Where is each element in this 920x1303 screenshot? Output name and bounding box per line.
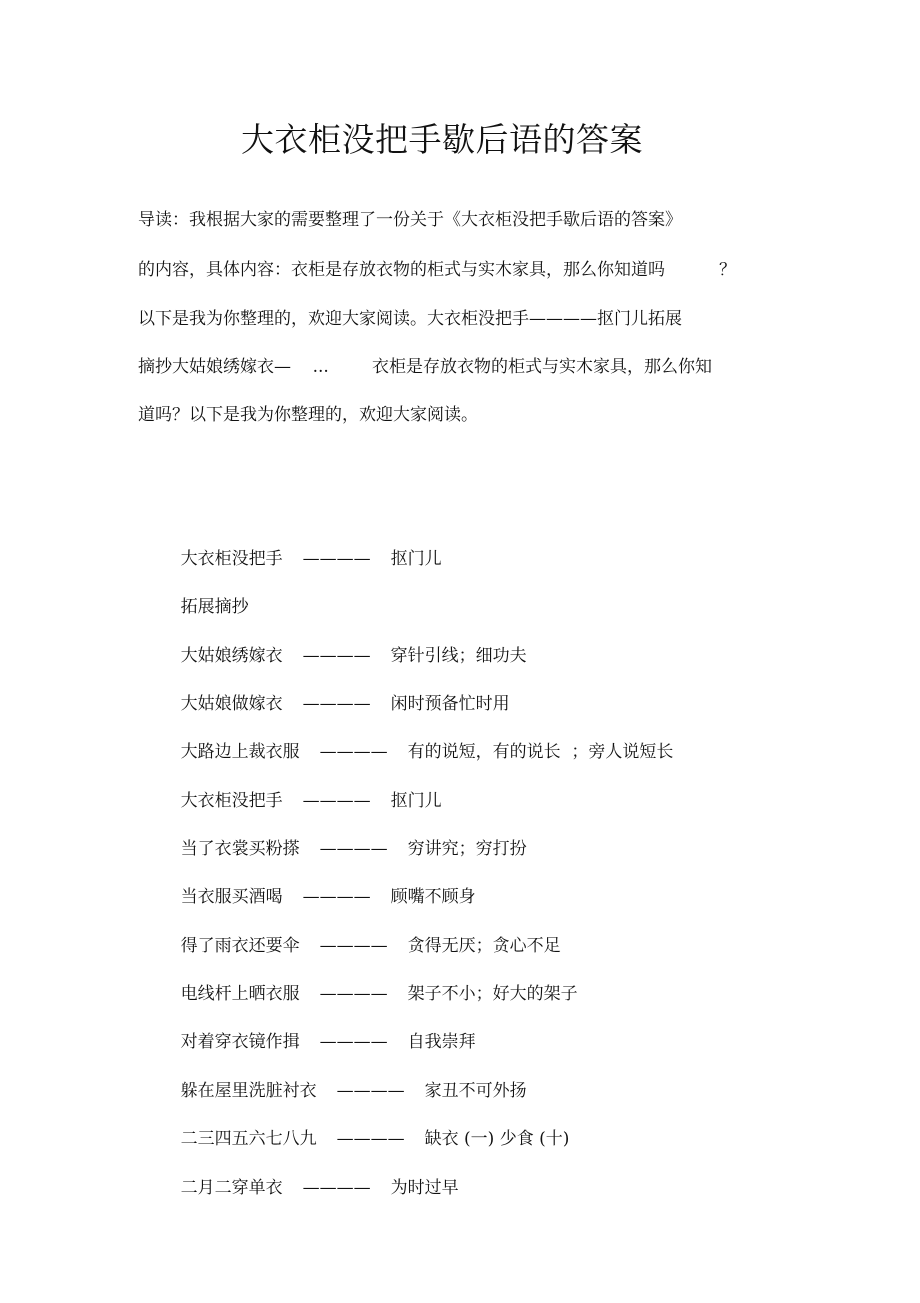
separator-dash: ———— [336, 1129, 405, 1149]
riddle-text: 二月二穿单衣 [180, 1178, 283, 1198]
separator-dash: ———— [302, 646, 371, 666]
riddle-text: 电线杆上晒衣服 [180, 984, 300, 1004]
list-item [159, 1152, 459, 1224]
separator-dash: ———— [319, 839, 388, 859]
riddle-answer: 架子不小；好大的架子 [407, 984, 578, 1004]
riddle-answer: 贪得无厌；贪心不足 [407, 936, 561, 956]
separator-dash: ———— [319, 936, 388, 956]
riddle-answer: 抠门儿 [390, 549, 442, 569]
riddle-answer: 闲时预备忙时用 [390, 694, 510, 714]
riddle-text: 得了雨衣还要伞 [180, 936, 300, 956]
riddle-answer: 穿针引线；细功夫 [390, 646, 527, 666]
intro-line: 道吗？以下是我为你整理的，欢迎大家阅读。 [138, 405, 478, 425]
intro-line: 以下是我为你整理的，欢迎大家阅读。大衣柜没把手————抠门儿拓展 [138, 309, 682, 329]
riddle-text: 对着穿衣镜作揖 [180, 1032, 300, 1052]
separator-dash: ———— [302, 887, 371, 907]
separator-dash: ———— [302, 1178, 371, 1198]
riddle-text: 躲在屋里洗脏衬衣 [180, 1081, 317, 1101]
separator-dash: ———— [336, 1081, 405, 1101]
riddle-answer: 顾嘴不顾身 [390, 887, 476, 907]
riddle-answer: 有的说短，有的说长 ；旁人说短长 [407, 742, 674, 762]
separator-dash: ———— [319, 742, 388, 762]
separator-dash: ———— [302, 694, 371, 714]
document-title: 大衣柜没把手歇后语的答案 [241, 120, 643, 159]
riddle-answer: 自我崇拜 [407, 1032, 476, 1052]
riddle-text: 大姑娘做嫁衣 [180, 694, 283, 714]
intro-line: 摘抄大姑娘绣嫁衣— ... 衣柜是存放衣物的柜式与实木家具，那么你知 [138, 357, 713, 377]
riddle-text: 大衣柜没把手 [180, 549, 283, 569]
separator-dash: ———— [319, 1032, 388, 1052]
riddle-answer: 抠门儿 [390, 791, 442, 811]
separator-dash: ———— [302, 549, 371, 569]
riddle-answer: 缺衣 (一) 少食 (十) [424, 1129, 570, 1149]
riddle-text: 大路边上裁衣服 [180, 742, 300, 762]
riddle-answer: 家丑不可外扬 [424, 1081, 527, 1101]
riddle-text: 当衣服买酒喝 [180, 887, 283, 907]
separator-dash: ———— [319, 984, 388, 1004]
riddle-text: 二三四五六七八九 [180, 1129, 317, 1149]
intro-line: 的内容，具体内容：衣柜是存放衣物的柜式与实木家具，那么你知道吗 ？ [138, 260, 737, 280]
riddle-text: 大姑娘绣嫁衣 [180, 646, 283, 666]
riddle-text: 大衣柜没把手 [180, 791, 283, 811]
intro-line: 导读：我根据大家的需要整理了一份关于《大衣柜没把手歇后语的答案》 [138, 210, 682, 230]
riddle-text: 拓展摘抄 [180, 597, 249, 617]
riddle-answer: 穷讲究；穷打扮 [407, 839, 527, 859]
riddle-text: 当了衣裳买粉搽 [180, 839, 300, 859]
separator-dash: ———— [302, 791, 371, 811]
riddle-answer: 为时过早 [390, 1178, 459, 1198]
